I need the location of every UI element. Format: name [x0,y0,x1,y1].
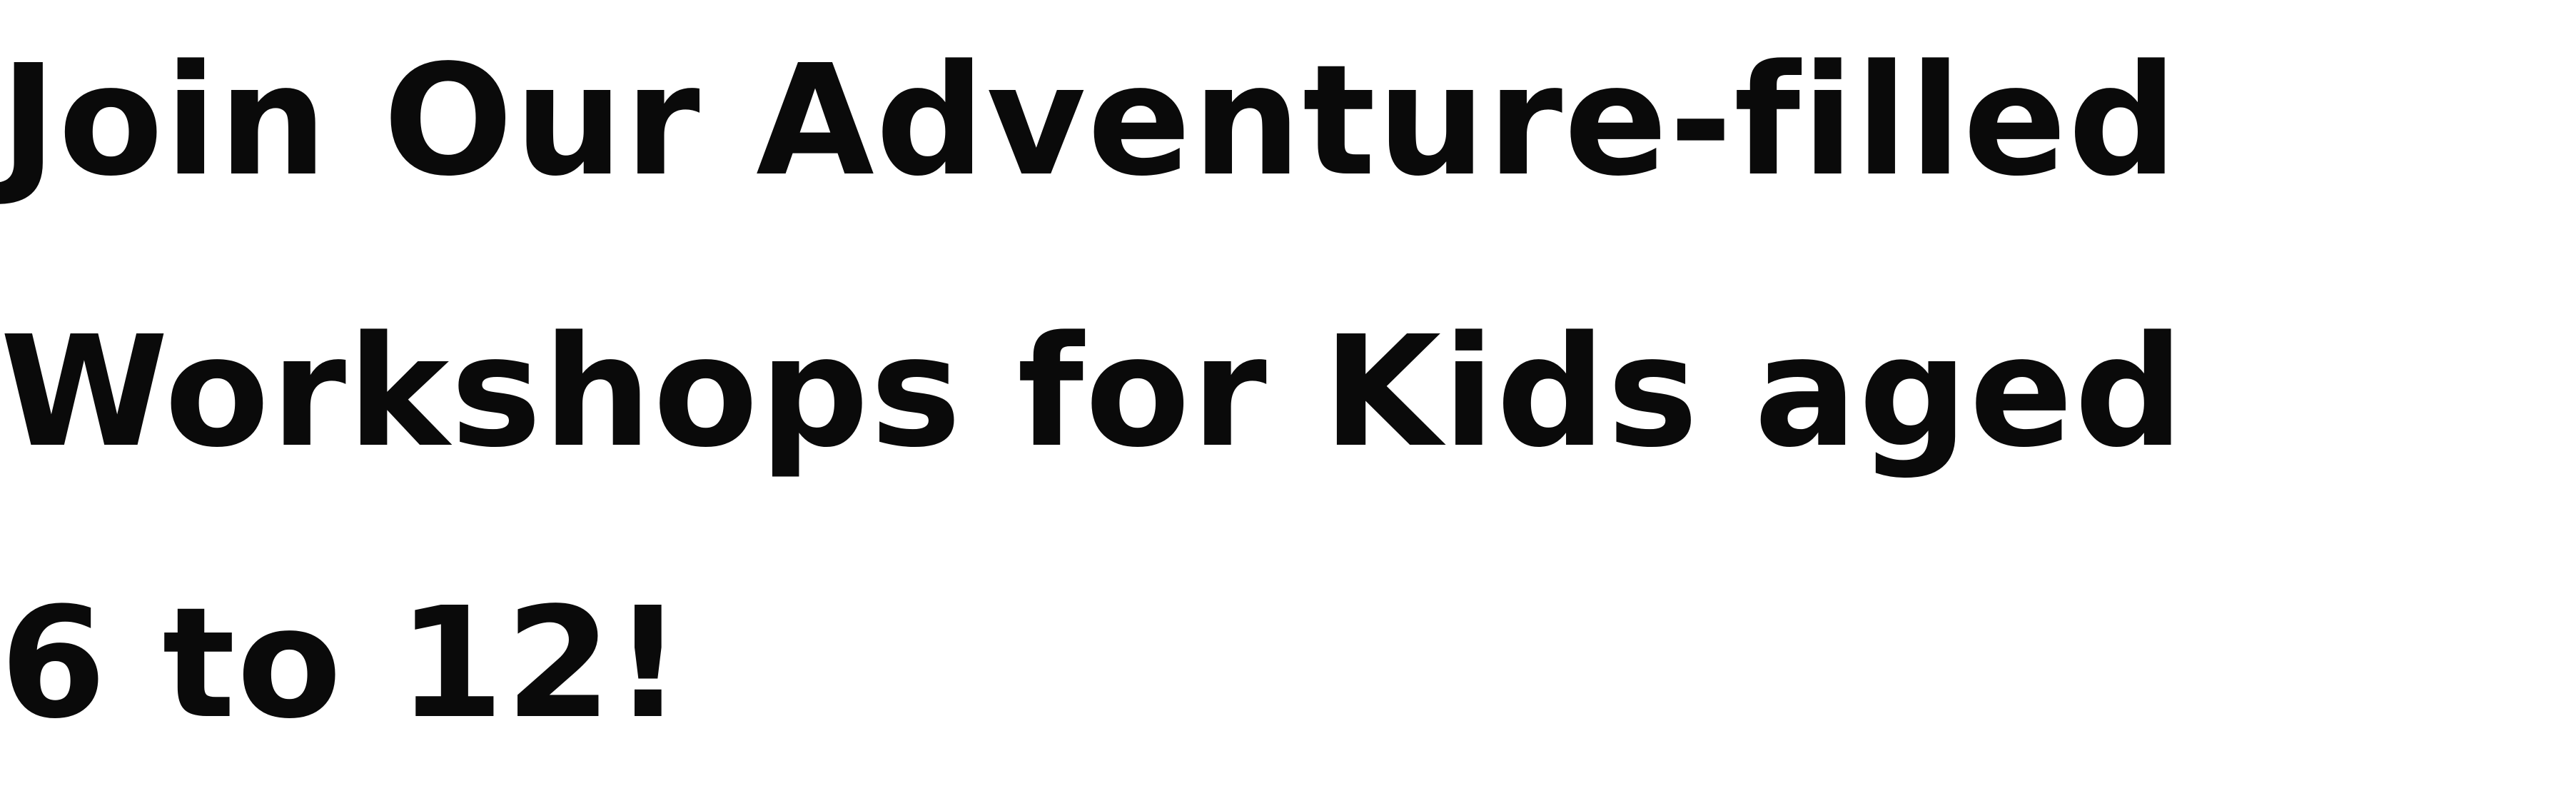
headline-line-1: Join Our Adventure-filled [0,32,2179,210]
headline-line-2: Workshops for Kids aged [0,303,2186,481]
headline-line-3: 6 to 12! [0,575,685,752]
